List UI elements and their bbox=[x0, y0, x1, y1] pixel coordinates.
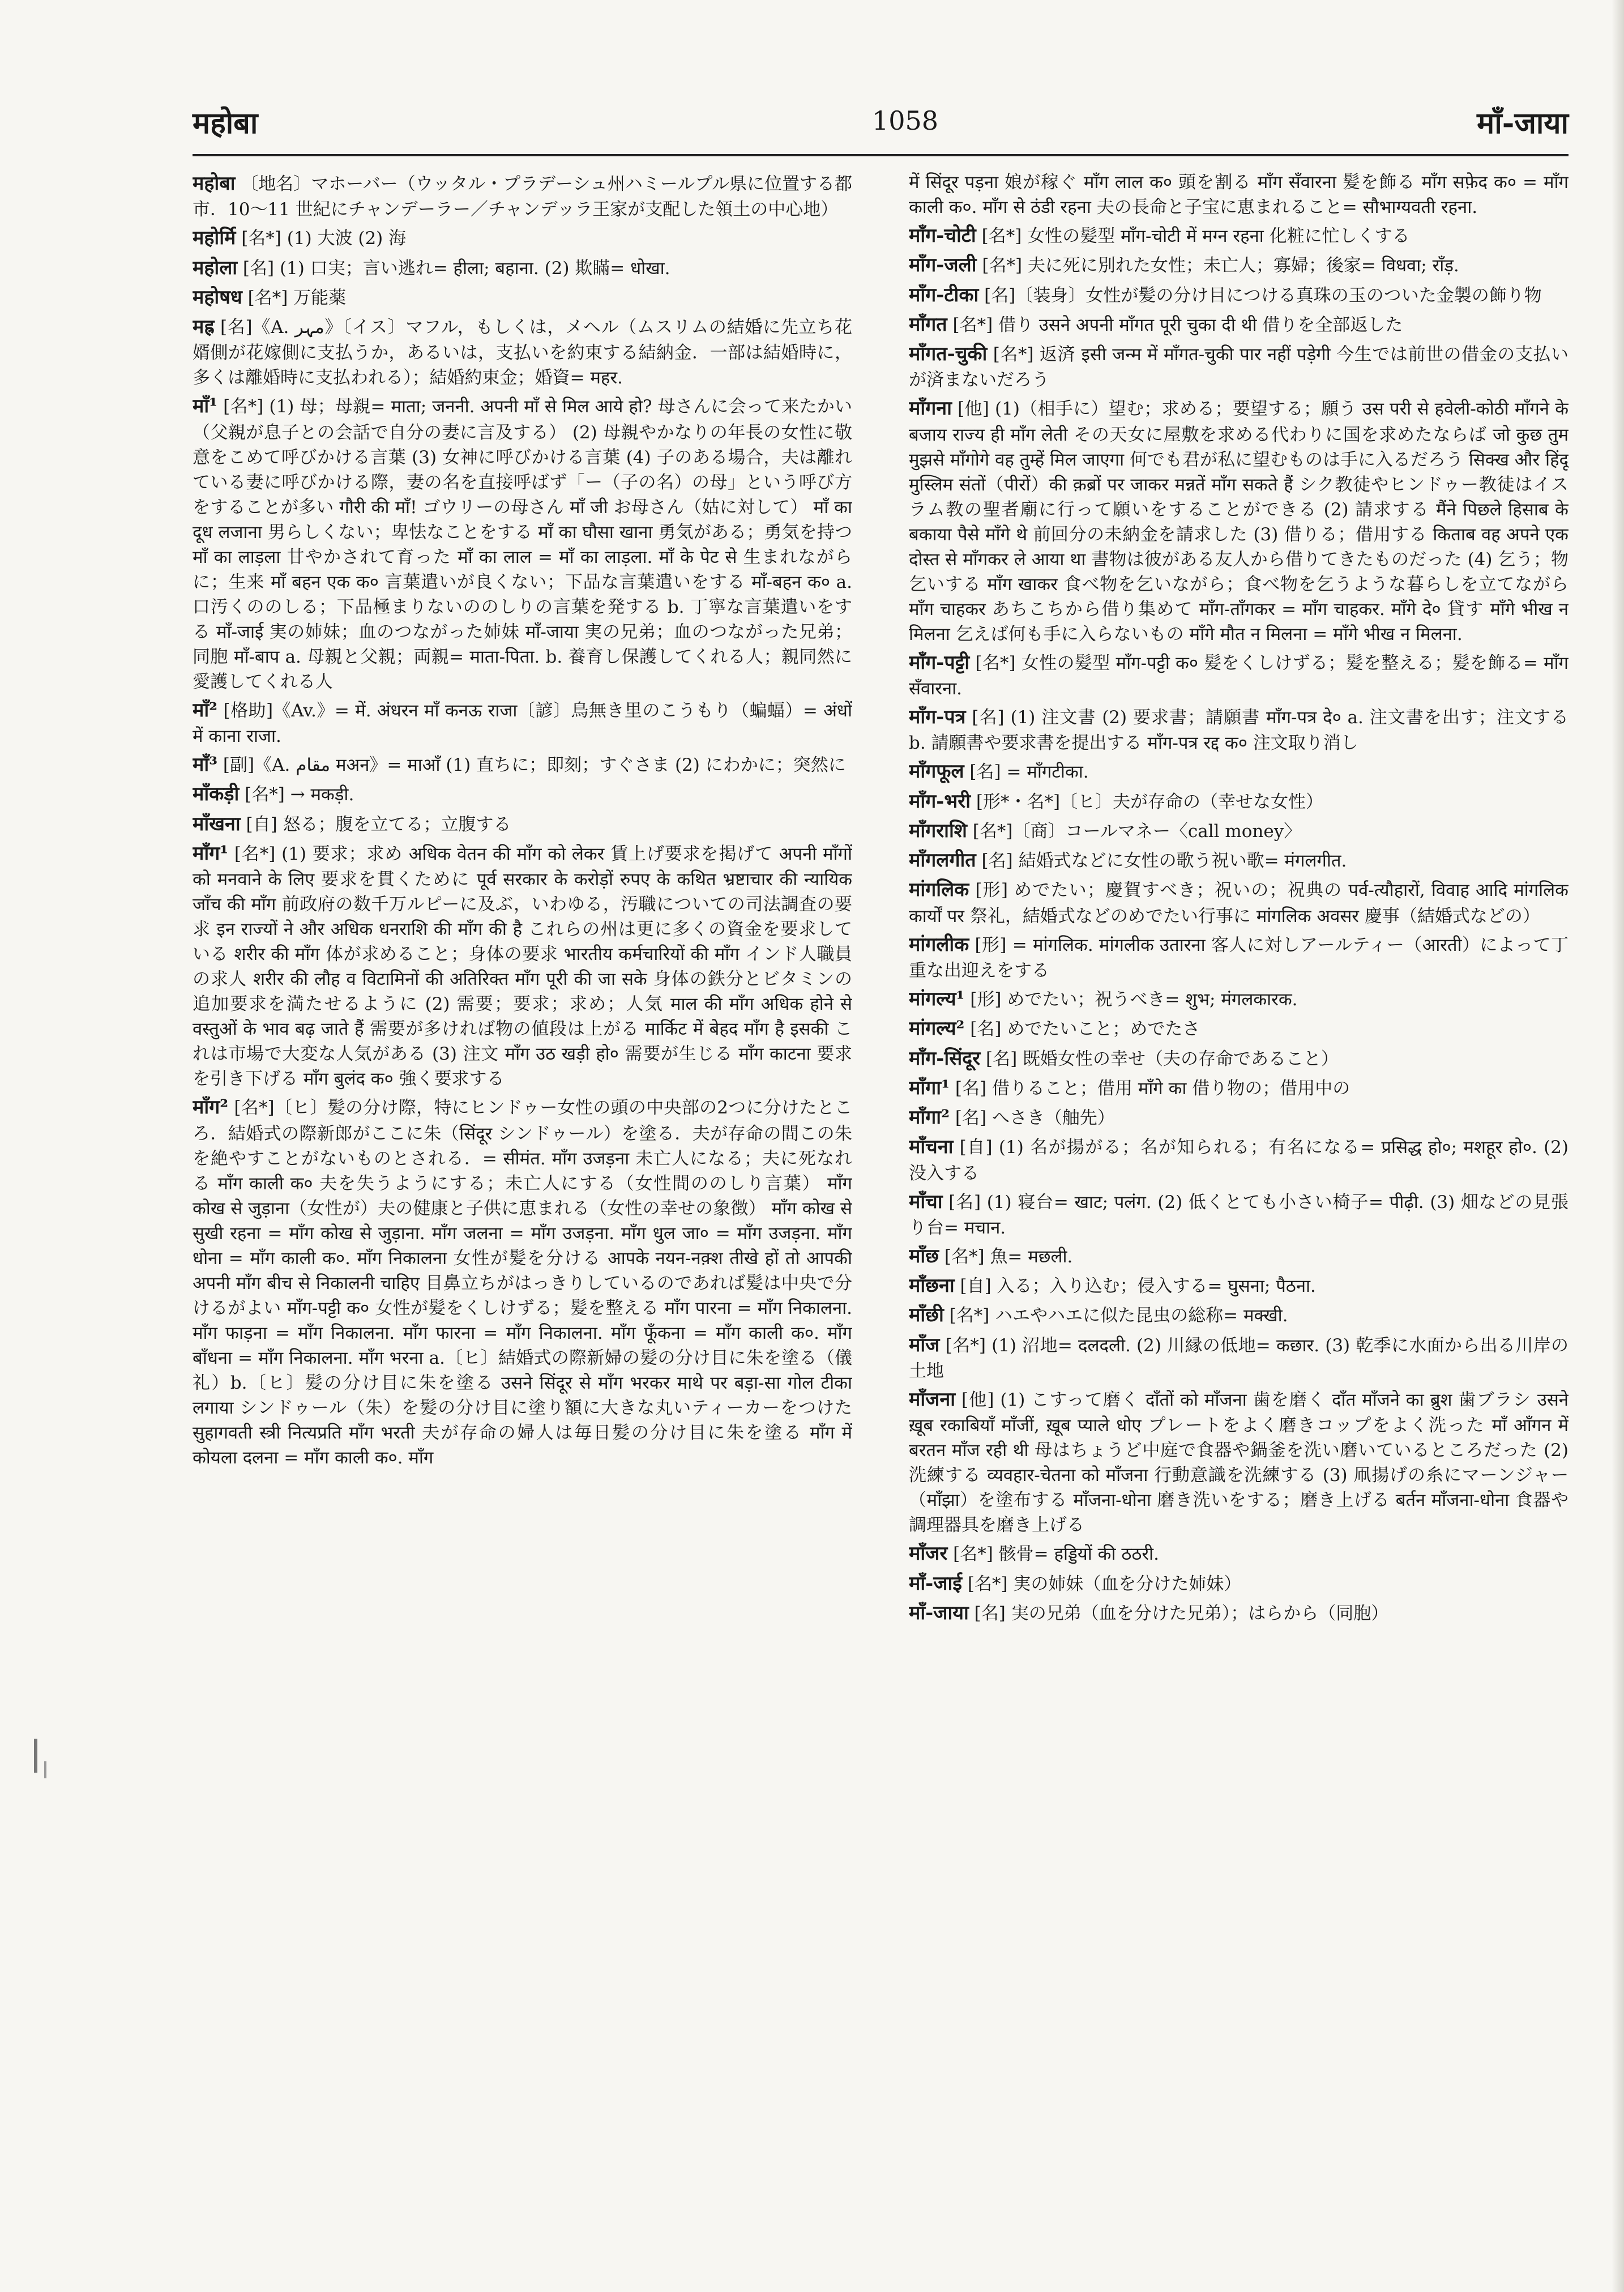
entry-headword: माँकड़ी bbox=[193, 783, 240, 806]
entry-headword: माँज bbox=[909, 1333, 940, 1356]
running-header bbox=[193, 102, 1569, 153]
entry-headword: महोबा bbox=[193, 172, 236, 195]
dictionary-entry bbox=[909, 1599, 1569, 1627]
dictionary-entry bbox=[193, 224, 852, 251]
entry-headword: माँछी bbox=[909, 1304, 944, 1327]
header-first-word: महोबा bbox=[193, 106, 258, 140]
dictionary-entry bbox=[909, 1301, 1569, 1329]
dictionary-entry bbox=[909, 222, 1569, 249]
entry-definition: [自] (1) 名が揚がる；名が知られる；有名になる= प्रसिद्ध हो०; मशहूर हो०. (2) 没入する bbox=[909, 1137, 1569, 1184]
header-last-word: माँ-जाया bbox=[1477, 106, 1569, 140]
entry-headword: मह्र bbox=[193, 315, 215, 339]
entry-headword: माँग¹ bbox=[193, 842, 229, 865]
entry-headword: महोर्मि bbox=[193, 227, 236, 250]
entry-definition: [名]《A. مہر》〔イス〕マフル，もしくは，メヘル（ムスリムの結婚に先立ち花婿側が花嫁側に支払うか，あるいは，支払いを約束する結納金．一部は結婚時に，多くは離婚時に支払われる）；結婚約束金；婚資= महर. bbox=[193, 317, 852, 389]
entry-definition: [他] (1) こすって磨く दाँतों को माँजना 歯を磨く दाँत माँजने का ब्रुश 歯ブラシ उसने ख़ूब रकाबियाँ माँजीं, ख़ूब प्याले धोए プレートをよく磨きコップをよく洗った माँ आँगन में बरतन माँज रही थी 母はちょうど中庭で食器や鍋釜を洗い磨いているところだった (2) 洗練する व्यवहार-चेतना को माँजना 行動意識を洗練する (3) 凧揚げの糸にマーンジャー（माँझा）を塗布する माँजना-धोना 磨き洗いをする；磨き上げる बर्तन माँजना-धोना 食器や調理器具を磨き上げる bbox=[909, 1389, 1569, 1536]
dictionary-entry bbox=[909, 985, 1569, 1013]
entry-headword: माँग-भरी bbox=[909, 789, 971, 813]
header-rule bbox=[193, 154, 1569, 156]
entry-definition: [名]〔装身〕女性が髪の分け目につける真珠の玉のついた金製の飾り物 bbox=[984, 285, 1542, 306]
dictionary-entry bbox=[193, 1094, 852, 1470]
entry-definition: [副]《A. مقام मअन》= माआँ (1) 直ちに；即刻；すぐさま (2) にわかに；突然に bbox=[223, 755, 846, 776]
dictionary-entry bbox=[193, 810, 852, 838]
entry-definition: [名*] 女性の髪型 माँग-चोटी में मग्न रहना 化粧に忙しくする bbox=[981, 226, 1410, 247]
page-number: 1058 bbox=[872, 105, 939, 136]
dictionary-entry bbox=[193, 170, 852, 222]
entry-definition: [名*] 骸骨= हड्डियों की ठठरी. bbox=[953, 1544, 1159, 1565]
entry-definition: [名] 借りること；借用 माँगे का 借り物の；借用中の bbox=[955, 1078, 1351, 1099]
dictionary-entry bbox=[909, 649, 1569, 701]
entry-headword: महोषध bbox=[193, 285, 242, 309]
entry-headword: माँगलगीत bbox=[909, 849, 976, 872]
dictionary-entry bbox=[909, 758, 1569, 785]
entry-definition: [名] = माँगटीका. bbox=[969, 762, 1089, 783]
entry-headword: माँग-चोटी bbox=[909, 224, 976, 247]
entry-definition: [名*] 実の姉妹（血を分けた姉妹） bbox=[967, 1573, 1242, 1594]
dictionary-entry bbox=[909, 281, 1569, 309]
entry-definition: [名*] 女性の髪型 माँग-पट्टी क० 髪をくしけずる；髪を整える；髪を飾る= माँग सँवारना. bbox=[909, 652, 1569, 699]
entry-headword: मांगलीक bbox=[909, 933, 969, 956]
entry-definition: [名*] 返済 इसी जन्म में माँगत-चुकी पार नहीं पड़ेगी 今生では前世の借金の支払いが済まないだろう bbox=[909, 344, 1569, 391]
dictionary-entry bbox=[193, 751, 852, 778]
dictionary-entry bbox=[909, 340, 1569, 392]
entry-headword: माँगत bbox=[909, 313, 947, 336]
dictionary-entry bbox=[909, 251, 1569, 279]
entry-headword: माँगा¹ bbox=[909, 1076, 950, 1099]
scan-page-edge bbox=[1612, 0, 1624, 2292]
entry-definition: [名*] 万能薬 bbox=[247, 287, 347, 308]
entry-headword: माँग-टीका bbox=[909, 283, 979, 306]
entry-definition: [名*] (1) 要求；求め अधिक वेतन की माँग को लेकर 賃上げ要求を掲げて अपनी माँगों को मनवाने के लिए 要求を貫くために पूर्व सरकार के करोड़ों रुपए के कथित भ्रष्टाचार की न्यायिक जाँच की माँग 前政府の数千万ルピーに及ぶ，いわゆる，汚職についての司法調査の要求 इन राज्यों ने और अधिक धनराशि की माँग की है これらの州は更に多くの資金を要求している शरीर की माँग 体が求めること；身体の要求 भारतीय कर्मचारियों की माँग インド人職員の求人 शरीर की लौह व विटामिनों की अतिरिक्त माँग पूरी की जा सके 身体の鉄分とビタミンの追加要求を満たせるように (2) 需要；要求；求め；人気 माल की माँग अधिक होने से वस्तुओं के भाव बढ़ जाते हैं 需要が多ければ物の値段は上がる मार्किट में बेहद माँग है इसकी これは市場で大変な人気がある (3) 注文 माँग उठ खड़ी हो० 需要が生じる माँग काटना 要求を引き下げる माँग बुलंद क० 強く要求する bbox=[193, 843, 852, 1090]
entry-definition: [他] (1)（相手に）望む；求める；要望する；願う उस परी से हवेली-कोठी माँगने के बजाय राज्य ही माँग लेती その天女に屋敷を求める代わりに国を求めたならば जो कुछ तुम मुझसे माँगोगे वह तुम्हें मिल जाएगा 何でも君が私に望むものは手に入るだろう सिक्ख और हिंदू मुस्लिम संतों（पीरों）की क़ब्रों पर जाकर मन्नतें माँग सकते हैं シク教徒やヒンドゥー教徒はイスラム教の聖者廟に行って願いをすることができる (2) 請求する मैंने पिछले हिसाब के बकाया पैसे माँगे थे 前回分の未納金を請求した (3) 借りる；借用する किताब वह अपने एक दोस्त से माँगकर ले आया था 書物は彼がある友人から借りてきたものだった (4) 乞う；物乞いする माँग खाकर 食べ物を乞いながら；食べ物を乞うような暮らしを立てながら माँग चाहकर あちこちから借り集めて माँग-ताँगकर = माँग चाहकर. माँगे दे० 貸す माँगे भीख न मिलना 乞えば何も手に入らないもの माँगे मौत न मिलना = माँगे भीख न मिलना. bbox=[909, 399, 1569, 645]
left-column bbox=[193, 170, 852, 2243]
entry-definition: [形] めでたい；祝うべき= शुभ; मंगलकारक. bbox=[970, 989, 1298, 1010]
entry-definition: [名] めでたいこと；めでたさ bbox=[970, 1019, 1200, 1040]
entry-headword: माँगना bbox=[909, 397, 952, 420]
entry-definition: [形] めでたい；慶賀すべき；祝いの；祝典の पर्व-त्यौहारों, विवाह आदि मांगलिक कार्यों पर 祭礼，結婚式などのめでたい行事に मांगलिक अवसर 慶事（結婚式などの） bbox=[909, 880, 1569, 927]
dictionary-entry bbox=[193, 313, 852, 390]
dictionary-entry bbox=[909, 788, 1569, 815]
dictionary-entry bbox=[909, 170, 1569, 220]
entry-definition: में सिंदूर पड़ना 娘が稼ぐ माँग लाल क० 頭を割る माँग सँवारना 髪を飾る माँग सफ़ेद क० = माँग काली क०. माँग से ठंडी रहना 夫の長命と子宝に恵まれること= सौभाग्यवती रहना. bbox=[909, 172, 1569, 218]
entry-definition: [形] = मांगलिक. मांगलीक उतारना 客人に対しアールティー（आरती）によって丁重な出迎えをする bbox=[909, 934, 1569, 981]
entry-definition: [名*] ハエやハエに似た昆虫の総称= मक्खी. bbox=[949, 1305, 1288, 1326]
dictionary-entry bbox=[909, 1540, 1569, 1567]
entry-definition: [名] (1) 寝台= खाट; पलंग. (2) 低くとても小さい椅子= पीढ़ी. (3) 畑などの見張り台= मचान. bbox=[909, 1192, 1569, 1238]
entry-headword: माँ-जाया bbox=[909, 1601, 969, 1624]
entry-definition: [名*] → मकड़ी. bbox=[245, 784, 354, 805]
entry-headword: मांगल्य² bbox=[909, 1017, 965, 1040]
entry-definition: 〔地名〕マホーバー（ウッタル・プラデーシュ州ハミールプル県に位置する都市．10〜11 世紀にチャンデーラー／チャンデッラ王家が支配した領土の中心地） bbox=[193, 174, 852, 220]
entry-definition: [自] 入る；入り込む；侵入する= घुसना; पैठना. bbox=[960, 1276, 1316, 1297]
dictionary-entry bbox=[909, 817, 1569, 844]
entry-definition: [名*] 借り उसने अपनी माँगत पूरी चुका दी थी 借りを全部返した bbox=[952, 314, 1403, 335]
entry-definition: [名] (1) 口実；言い逃れ= हीला; बहाना. (2) 欺瞞= धोखा. bbox=[242, 258, 670, 279]
dictionary-entry bbox=[193, 697, 852, 749]
entry-definition: [名] 結婚式などに女性の歌う祝い歌= मंगलगीत. bbox=[981, 851, 1347, 872]
entry-definition: [格助]《Av.》= में. अंधरन माँ कनऊ राजा〔諺〕鳥無き里のこうもり（蝙蝠）= अंधों में काना राजा. bbox=[193, 700, 852, 747]
entry-definition: [名*] 魚= मछली. bbox=[944, 1246, 1073, 1267]
entry-definition: [名*] (1) 母；母親= माता; जननी. अपनी माँ से मिल आये हो? 母さんに会って来たかい（父親が息子との会話で自分の妻に言及する） (2) 母親やかなりの年長の女性に敬意をこめて呼びかける言葉 (3) 女神に呼びかける言葉 (4) 子のある場合，夫は離れている妻に呼びかける際，妻の名を直接呼ばず「ー（子の名）の母」という呼び方をすることが多い गौरी की माँ! ゴウリーの母さん माँ जी お母さん（姑に対して） माँ का दूध लजाना 男らしくない；卑怯なことをする माँ का घौसा खाना 勇気がある；勇気を持つ माँ का लाड़ला 甘やかされて育った माँ का लाल = माँ का लाड़ला. माँ के पेट से 生まれながらに；生来 माँ बहन एक क० 言葉遣いが良くない；下品な言葉遣いをする माँ-बहन क० a. 口汚くののしる；下品極まりないののしりの言葉を発する b. 丁寧な言葉遣いをする माँ-जाई 実の姉妹；血のつながった姉妹 माँ-जाया 実の兄弟；血のつながった兄弟；同胞 माँ-बाप a. 母親と父親；両親= माता-पिता. b. 養育し保護してくれる人；親同然に愛護してくれる人 bbox=[193, 396, 852, 692]
entry-headword: मांगलिक bbox=[909, 878, 969, 902]
entry-definition: [名*]〔ヒ〕髪の分け際，特にヒンドゥー女性の頭の中央部の2つに分けたところ．結婚式の際新郎がここに朱（सिंदूर シンドゥール）を塗る．夫が存命の間この朱を絶やすことがないものとされる．= सीमंत. माँग उजड़ना 未亡人になる；夫に死なれる माँग काली क० 夫を失うようにする；未亡人にする（女性間ののしり言葉） माँग कोख से जुड़ाना（女性が）夫の健康と子供に恵まれる（女性の幸せの象徴） माँग कोख से सुखी रहना = माँग कोख से जुड़ाना. माँग जलना = माँग उजड़ना. माँग धुल जा० = माँग उजड़ना. माँग धोना = माँग काली क०. माँग निकालना 女性が髪を分ける आपके नयन-नक़्श तीखे हों तो आपकी अपनी माँग बीच से निकालनी चाहिए 目鼻立ちがはっきりしているのであれば髪は中央で分けるがよい माँग-पट्टी क० 女性が髪をくしけずる；髪を整える माँग पारना = माँग निकालना. माँग फाड़ना = माँग निकालना. माँग फारना = माँग निकालना. माँग फूँकना = माँग काली क०. माँग बाँधना = माँग निकालना. माँग भरना a.〔ヒ〕結婚式の際新婦の髪の分け目に朱を塗る（儀礼）b.〔ヒ〕髪の分け目に朱を塗る उसने सिंदूर से माँग भरकर माथे पर बड़ा-सा गोल टीका लगाया シンドゥール（朱）を髪の分け目に塗り額に大きな丸いティーカーをつけた सुहागवती स्त्री नित्यप्रति माँग भरती 夫が存命の婦人は毎日髪の分け目に朱を塗る माँग में कोयला दलना = माँग काली क०. माँग bbox=[193, 1098, 852, 1468]
entry-headword: माँखना bbox=[193, 812, 241, 835]
dictionary-entry bbox=[909, 1074, 1569, 1102]
entry-headword: माँगफूल bbox=[909, 760, 964, 783]
entry-headword: माँजना bbox=[909, 1388, 956, 1411]
dictionary-entry bbox=[193, 284, 852, 311]
entry-headword: माँजर bbox=[909, 1542, 948, 1565]
dictionary-entry bbox=[909, 1188, 1569, 1240]
scan-margin-mark bbox=[34, 1739, 37, 1773]
entry-headword: माँग-जली bbox=[909, 254, 977, 277]
entry-headword: माँ-जाई bbox=[909, 1572, 962, 1595]
dictionary-entry bbox=[909, 876, 1569, 928]
entry-definition: [名] 既婚女性の幸せ（夫の存命であること） bbox=[986, 1048, 1339, 1069]
entry-headword: माँ² bbox=[193, 698, 218, 722]
entry-headword: माँग-पत्र bbox=[909, 706, 966, 729]
entry-headword: माँग² bbox=[193, 1096, 229, 1119]
dictionary-entry bbox=[909, 847, 1569, 874]
entry-definition: [名] (1) 注文書 (2) 要求書；請願書 माँग-पत्र दे० a. 注文書を出す；注文する b. 請願書や要求書を提出する माँग-पत्र रद्द क० 注文取り消し bbox=[909, 707, 1569, 754]
entry-headword: माँगा² bbox=[909, 1106, 950, 1129]
entry-headword: माँगत-चुकी bbox=[909, 343, 988, 366]
entry-headword: माँचना bbox=[909, 1136, 954, 1159]
dictionary-entry bbox=[193, 840, 852, 1091]
dictionary-entry bbox=[909, 395, 1569, 646]
dictionary-entry bbox=[909, 311, 1569, 338]
entry-definition: [名*] (1) 大波 (2) 海 bbox=[241, 228, 407, 249]
entry-definition: [名*]〔商〕コールマネー〈call money〉 bbox=[972, 821, 1302, 842]
dictionary-entry bbox=[909, 1133, 1569, 1185]
dictionary-entry bbox=[193, 254, 852, 281]
entry-definition: [名*] (1) 沼地= दलदली. (2) 川縁の低地= कछार. (3) 乾季に水面から出る川岸の土地 bbox=[909, 1335, 1569, 1381]
entry-headword: माँगराशि bbox=[909, 819, 967, 842]
dictionary-entry bbox=[909, 1243, 1569, 1270]
entry-headword: महोला bbox=[193, 256, 238, 279]
dictionary-entry bbox=[909, 1386, 1569, 1538]
dictionary-entry bbox=[909, 1104, 1569, 1131]
entry-headword: माँछना bbox=[909, 1274, 955, 1297]
scan-margin-mark bbox=[44, 1761, 46, 1778]
dictionary-entry bbox=[909, 1570, 1569, 1597]
entry-headword: माँ¹ bbox=[193, 395, 218, 418]
entry-definition: [名] 実の兄弟（血を分けた兄弟）；はらから（同胞） bbox=[974, 1603, 1389, 1624]
dictionary-entry bbox=[193, 780, 852, 808]
entry-definition: [名*] 夫に死に別れた女性；未亡人；寡婦；後家= विधवा; राँड़. bbox=[982, 255, 1459, 276]
dictionary-entry bbox=[909, 703, 1569, 756]
entry-definition: [自] 怒る；腹を立てる；立腹する bbox=[246, 814, 511, 835]
entry-headword: माँग-सिंदूर bbox=[909, 1047, 981, 1070]
entry-headword: माँग-पट्टी bbox=[909, 651, 970, 674]
entry-headword: मांगल्य¹ bbox=[909, 987, 965, 1010]
dictionary-entry bbox=[909, 1272, 1569, 1299]
entry-definition: [形*・名*]〔ヒ〕夫が存命の（幸せな女性） bbox=[976, 791, 1324, 812]
dictionary-entry bbox=[909, 1331, 1569, 1384]
dictionary-entry bbox=[909, 1015, 1569, 1042]
entry-headword: माँछ bbox=[909, 1244, 939, 1267]
dictionary-entry bbox=[909, 1045, 1569, 1072]
entry-definition: [名] へさき（舳先） bbox=[955, 1108, 1115, 1129]
entry-headword: माँ³ bbox=[193, 753, 218, 776]
dictionary-entry bbox=[909, 931, 1569, 983]
right-column bbox=[909, 170, 1569, 2243]
entry-headword: माँचा bbox=[909, 1190, 943, 1213]
dictionary-entry bbox=[193, 392, 852, 694]
